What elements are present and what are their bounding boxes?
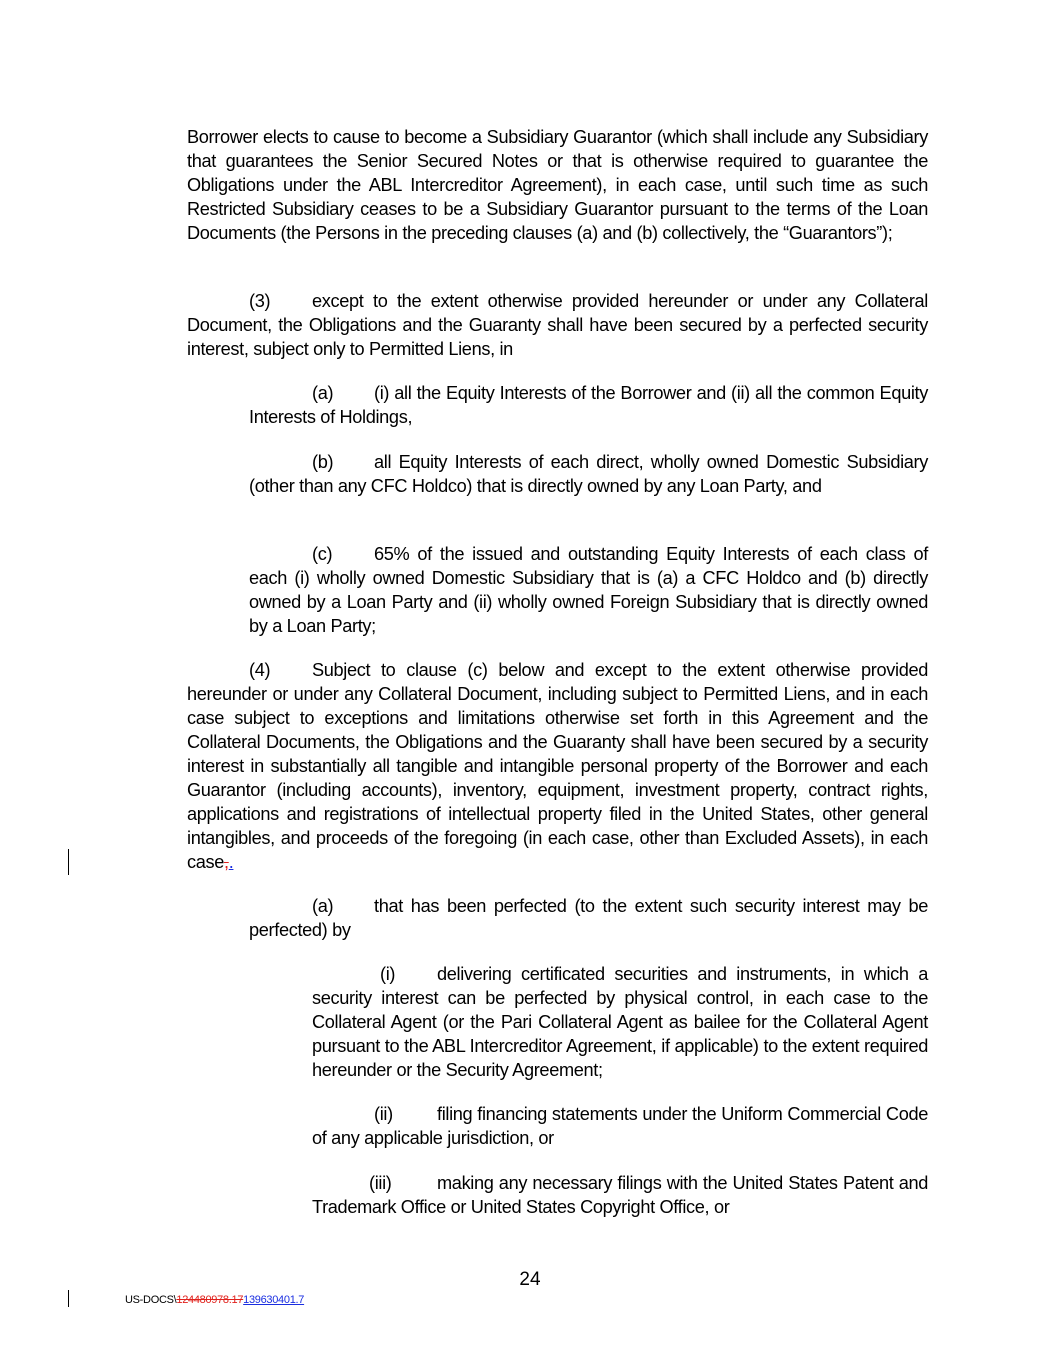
- clause-4a-i: [312, 962, 928, 1082]
- intro-paragraph: Borrower elects to cause to become a Subsidiary Guarantor (which shall include any Subsidiary that guarantees the Senior Secured Notes or that is otherwise required to guarantee the Obligations under the ABL Intercreditor Agreement), in each case, until such time as such Restricted Subsidiary ceases to be a Subsidiary Guarantor pursuant to the terms of the Loan Documents (the Persons in the preceding clauses (a) and (b) collectively, the “Guarantors”);: [187, 127, 928, 243]
- deleted-text: ,: [224, 852, 229, 872]
- clause-3a-number: (a): [312, 383, 334, 403]
- footer-prefix: US-DOCS\: [125, 1294, 177, 1306]
- clause-3c: [249, 542, 928, 638]
- footer-deleted-id: 124480978.17: [176, 1294, 244, 1306]
- document-id-footer: [125, 1294, 304, 1306]
- clause-4-text: Subject to clause (c) below and except to the extent otherwise provided hereunder or under any Collateral Document, including subject to Permitted Liens, and in each case subject to exceptions and limitations otherwise set forth in this Agreement and the Collateral Documents, the Obligations and the Guaranty shall have been secured by a security interest in substantially all tangible and intangible personal property of the Borrower and each Guarantor (including accounts), inventory, equipment, investment property, contract rights, applications and registrations of intellectual property filed in the United States, other general intangibles, and proceeds of the foregoing (in each case, other than Excluded Assets), in each case: [187, 660, 928, 872]
- clause-3b-text: all Equity Interests of each direct, wholly owned Domestic Subsidiary (other than any CFC Holdco) that is directly owned by any Loan Party, and: [249, 452, 928, 496]
- clause-3a-text: (i) all the Equity Interests of the Borrower and (ii) all the common Equity Interests of Holdings,: [249, 383, 928, 427]
- clause-4a-iii-number: (iii): [369, 1173, 392, 1193]
- clause-4a-ii-text: filing financing statements under the Uniform Commercial Code of any applicable jurisdiction, or: [312, 1104, 928, 1148]
- change-bar: [68, 849, 69, 875]
- clause-3c-number: (c): [312, 544, 333, 564]
- clause-4a-i-text: delivering certificated securities and instruments, in which a security interest can be perfected by physical control, in each case to the Collateral Agent (or the Pari Collateral Agent as bailee for the Collateral Agent pursuant to the ABL Intercreditor Agreement, if applicable) to the extent required hereunder or the Security Agreement;: [312, 964, 928, 1080]
- clause-3-text: except to the extent otherwise provided hereunder or under any Collateral Document, the Obligations and the Guaranty shall have been secured by a perfected security interest, subject only to Permitted Liens, in: [187, 291, 928, 359]
- clause-4a-number: (a): [312, 896, 334, 916]
- clause-4a-i-number: (i): [380, 964, 396, 984]
- clause-4a-iii-text: making any necessary filings with the United States Patent and Trademark Office or United States Copyright Office, or: [312, 1173, 928, 1217]
- clause-4a-iii: [312, 1171, 928, 1219]
- clause-3b: [249, 450, 928, 498]
- clause-3: [187, 289, 928, 361]
- clause-4-number: (4): [249, 660, 271, 680]
- inserted-text: .: [228, 852, 234, 872]
- page-number: 24: [519, 1269, 541, 1290]
- footer-inserted-id: 139630401.7: [243, 1294, 305, 1306]
- clause-4a-text: that has been perfected (to the extent such security interest may be perfected) by: [249, 896, 928, 940]
- clause-4: [187, 658, 928, 874]
- clause-3a: [249, 381, 928, 429]
- clause-3-number: (3): [249, 291, 271, 311]
- clause-4a-ii: [312, 1102, 928, 1150]
- change-bar: [68, 1290, 69, 1307]
- clause-4a: [249, 894, 928, 942]
- clause-4a-ii-number: (ii): [374, 1104, 393, 1124]
- clause-3c-text: 65% of the issued and outstanding Equity Interests of each class of each (i) wholly owned Domestic Subsidiary that is (a) a CFC Holdco and (b) directly owned by a Loan Party and (ii) wholly owned Foreign Subsidiary that is directly owned by a Loan Party;: [249, 544, 928, 636]
- clause-3b-number: (b): [312, 452, 334, 472]
